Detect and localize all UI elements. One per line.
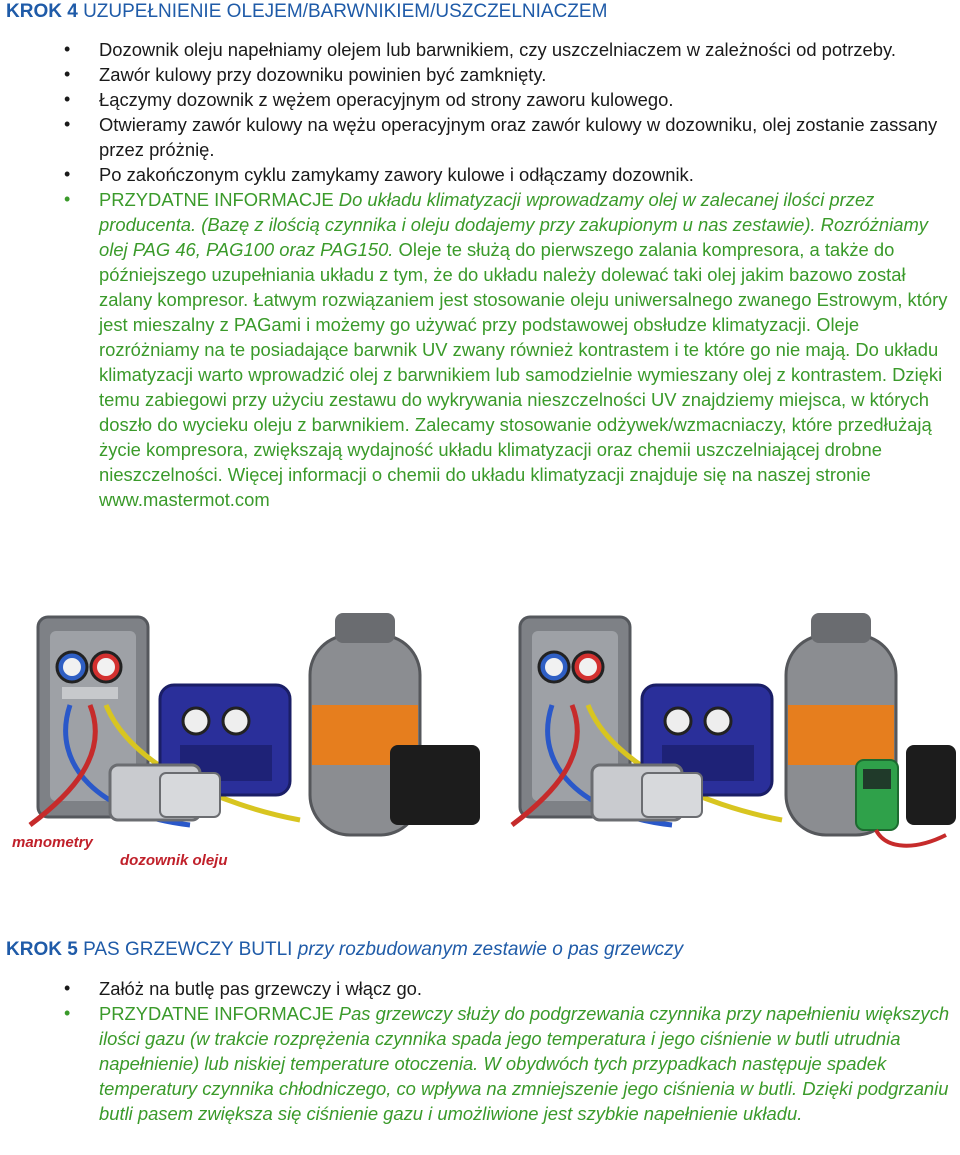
bullet-icon: • (64, 89, 71, 109)
info-label: PRZYDATNE INFORMACJE (99, 189, 334, 210)
bullet-icon: • (64, 164, 71, 184)
step5-heading (6, 938, 683, 962)
photo-label-dozownik: dozownik oleju (120, 852, 228, 869)
product-photo-right (496, 595, 960, 871)
step5-krok: KROK 5 (6, 939, 78, 960)
list-item: • Załóż na butlę pas grzewczy i włącz go. (64, 978, 423, 999)
step4-heading (6, 0, 607, 24)
list-item: • Po zakończonym cyklu zamykamy zawory kulowe i odłączamy dozownik. (64, 164, 694, 185)
info-item (0, 1001, 960, 1126)
bullet-icon: • (64, 64, 71, 84)
list-item: • Dozownik oleju napełniamy olejem lub barwnikiem, czy uszczelniaczem w zależności od potrzeby. (64, 39, 896, 60)
bullet-icon: • (64, 39, 71, 59)
bullet-icon: • (64, 114, 71, 134)
list-item: • Otwieramy zawór kulowy na wężu operacyjnym oraz zawór kulowy w dozowniku, olej zostanie zassany przez próżnię. (64, 114, 938, 160)
info-italic-text: Pas grzewczy służy do podgrzewania czynnika przy napełnieniu większych ilości gazu (w trakcie rozprężenia czynnika spada jego temperatura i jego ciśnienie w butli utrudnia napełnienie) lub niskiej temperature otoczenia. W obydwóch tych przypadkach następuje spadek temperatury czynnika chłodniczego, co wpływa na zmniejszenie jego ciśnienia w butli. Dzięki podgrzaniu butli pasem zwiększa się ciśnienie gazu i umożliwione jest szybkie napełnienie układu. (99, 1003, 950, 1124)
step5-subtitle: przy rozbudowanym zestawie o pas grzewczy (297, 939, 684, 960)
step4-krok: KROK 4 (6, 1, 78, 22)
list-item: • Zawór kulowy przy dozowniku powinien być zamknięty. (64, 64, 547, 85)
info-item (0, 187, 960, 512)
info-italic-text: Do układu klimatyzacji wprowadzamy olej w zalecanej ilości przez producenta. (Bazę z ilością czynnika i oleju dodajemy przy zakupionym u nas zestawie). Rozróżniamy olej PAG 46, PAG100 oraz PAG150. (99, 189, 928, 260)
bullet-icon: • (64, 1003, 71, 1023)
photo-label-manometry: manometry (12, 834, 93, 851)
step4-list (0, 37, 960, 512)
product-photo-left (10, 595, 494, 871)
step5-list (0, 976, 960, 1126)
step4-title: UZUPEŁNIENIE OLEJEM/BARWNIKIEM/USZCZELNIACZEM (83, 1, 608, 22)
bullet-icon: • (64, 189, 71, 209)
list-item: • Łączymy dozownik z wężem operacyjnym od strony zaworu kulowego. (64, 89, 674, 110)
info-label: PRZYDATNE INFORMACJE (99, 1003, 334, 1024)
step5-title: PAS GRZEWCZY BUTLI (83, 939, 293, 960)
bullet-icon: • (64, 978, 71, 998)
info-text: Oleje te służą do pierwszego zalania kompresora, a także do późniejszego uzupełniania układu z tym, że do układu należy dolewać taki olej jakim bazowo został zalany kompresor. Łatwym rozwiązaniem jest stosowanie oleju uniwersalnego zwanego Estrowym, który jest mieszalny z PAGami i możemy go używać przy podstawowej obsłudze klimatyzacji. Oleje rozróżniamy na te posiadające barwnik UV zwany również kontrastem i te które go nie mają. Do układu klimatyzacji warto wprowadzić olej z barwnikiem lub samodzielnie wymieszany olej z kontrastem. Dzięki temu zabiegowi przy użyciu zestawu do wykrywania nieszczelności UV znajdziemy miejsca, w których doszło do wycieku oleju z barwnikiem. Zalecamy stosowanie odżywek/wzmacniaczy, które przedłużają życie kompresora, zwiększają wydajność układu klimatyzacji oraz chemii uszczelniającej drobne nieszczelności. Więcej informacji o chemii do układu klimatyzacji znajduje się na naszej stronie www.mastermot.com (99, 239, 948, 510)
